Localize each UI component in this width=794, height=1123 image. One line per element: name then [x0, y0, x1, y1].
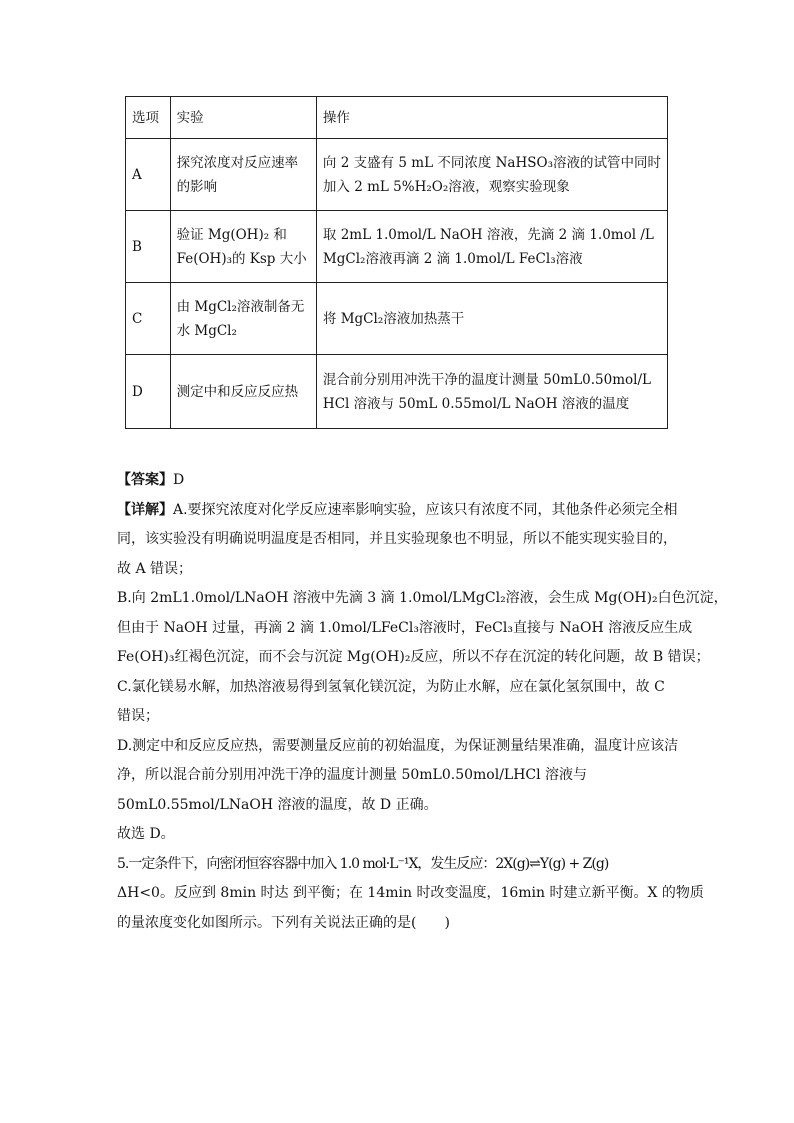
operation-line: MgCl₂溶液再滴 2 滴 1.0mol/L FeCl₃溶液 [322, 250, 583, 267]
experiment-line: 的影响 [176, 178, 218, 195]
answer-line [117, 466, 677, 496]
operation-cell [316, 355, 667, 429]
experiment-line: 测定中和反应反应热 [176, 383, 299, 400]
explanation-line: 但由于 NaOH 过量，再滴 2 滴 1.0mol/LFeCl₃溶液时，FeCl₃直接与 NaOH 溶液反应生成 [117, 619, 693, 636]
explanation-line: 净，所以混合前分别用冲洗干净的温度计测量 50mL0.50mol/LHCl 溶液与 [117, 767, 588, 783]
explanation-line: 50mL0.55mol/LNaOH 溶液的温度，故 D 正确。 [117, 796, 438, 813]
header-experiment: 实验 [170, 97, 316, 139]
option-label: C [126, 283, 171, 355]
answer-label: 【答案】 [117, 472, 173, 488]
explanation-label: 【详解】 [117, 501, 173, 518]
header-operation: 操作 [316, 97, 667, 139]
experiment-cell [170, 139, 316, 211]
explanation-line [117, 496, 677, 526]
explanation-text: A.要探究浓度对化学反应速率影响实验，应该只有浓度不同，其他条件必须完全相 [173, 501, 678, 518]
operation-line: 加入 2 mL 5%H₂O₂溶液，观察实验现象 [322, 178, 570, 195]
experiment-cell [170, 283, 316, 355]
experiment-cell [170, 355, 316, 429]
explanation-line: B.向 2mL1.0mol/LNaOH 溶液中先滴 3 滴 1.0mol/LMgCl₂溶液，会生成 Mg(OH)₂白色沉淀， [117, 590, 728, 606]
experiment-line: Fe(OH)₃的 Ksp 大小 [176, 250, 307, 267]
options-table [125, 96, 668, 429]
experiment-line: 水 MgCl₂ [176, 322, 237, 339]
experiment-line: 验证 Mg(OH)₂ 和 [176, 226, 287, 243]
table-header-row [126, 97, 668, 139]
question5-line: 的量浓度变化如图所示。下列有关说法正确的是( ) [117, 914, 450, 931]
operation-cell [316, 283, 667, 355]
operation-line: 混合前分别用冲洗干净的温度计测量 50mL0.50mol/L [322, 371, 651, 388]
experiment-line: 由 MgCl₂溶液制备无 [176, 298, 305, 315]
header-option: 选项 [126, 97, 171, 139]
operation-line: HCl 溶液与 50mL 0.55mol/L NaOH 溶液的温度 [322, 395, 630, 412]
table-row [126, 139, 668, 211]
operation-line: 取 2mL 1.0mol/L NaOH 溶液，先滴 2 滴 1.0mol /L [322, 226, 654, 243]
explanation-line: 同，该实验没有明确说明温度是否相同，并且实验现象也不明显，所以不能实现实验目的， [117, 531, 677, 547]
question5-line: 5.一定条件下，向密闭恒容容器中加入 1.0 mol·L⁻¹X，发生反应：2X(g)⇌Y(g) + Z(g) [117, 855, 609, 872]
explanation-line: 错误； [117, 708, 159, 724]
explanation-line: Fe(OH)₃红褐色沉淀，而不会与沉淀 Mg(OH)₂反应，所以不存在沉淀的转化问题，故 B 错误； [117, 649, 710, 665]
table-row [126, 211, 668, 283]
table-row [126, 355, 668, 429]
operation-line: 将 MgCl₂溶液加热蒸干 [322, 310, 465, 327]
answer-value: D [173, 472, 185, 488]
operation-cell [316, 211, 667, 283]
experiment-line: 探究浓度对反应速率 [176, 154, 299, 171]
explanation-line: 故 A 错误； [117, 560, 193, 577]
option-label: A [126, 139, 171, 211]
operation-cell [316, 139, 667, 211]
explanation-line: D.测定中和反应反应热，需要测量反应前的初始温度，为保证测量结果准确，温度计应该洁 [117, 737, 679, 754]
option-label: B [126, 211, 171, 283]
experiment-cell [170, 211, 316, 283]
question5-line: ΔH<0。反应到 8min 时达 到平衡；在 14min 时改变温度，16min 时建立新平衡。X 的物质 [117, 885, 704, 901]
explanation-line: C.氯化镁易水解，加热溶液易得到氢氧化镁沉淀，为防止水解，应在氯化氢氛围中，故 C [117, 678, 665, 695]
table-row [126, 283, 668, 355]
solution-text [117, 466, 728, 938]
conclusion-line: 故选 D。 [117, 826, 175, 842]
operation-line: 向 2 支盛有 5 mL 不同浓度 NaHSO₃溶液的试管中同时 [322, 154, 661, 171]
option-label: D [126, 355, 171, 429]
